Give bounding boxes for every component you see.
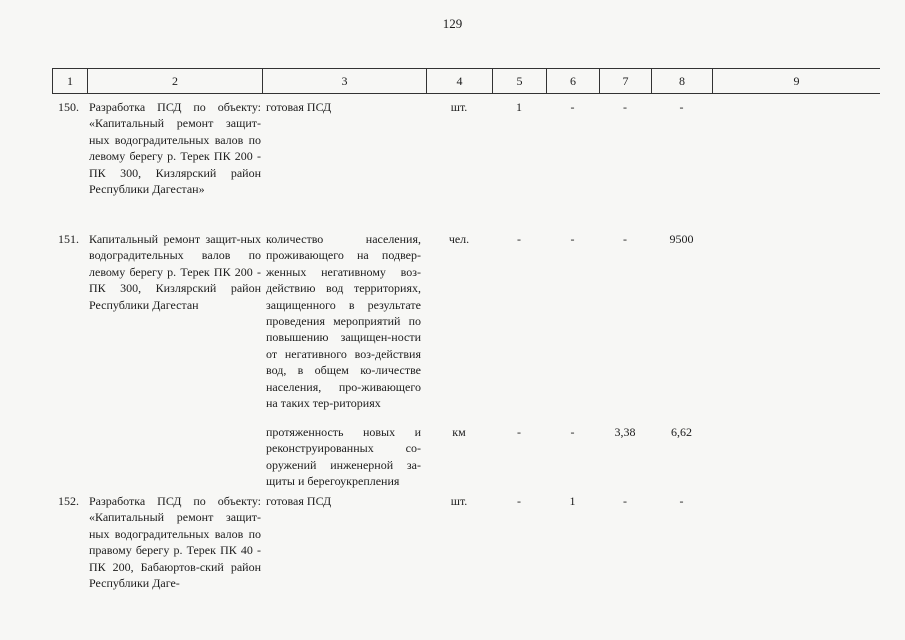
row-151-indicator: количество населения, проживающего на подвер-женных негативному воз-действию вод территориях, защищенного в результате проведения мероприятий по повышению защищен-ности от негативного воз-действия вод, в общем ко-личестве населения, про-живающего на таких тер-риториях [266,232,421,411]
header-col-5: 5 [492,69,546,94]
row-152-number: 152. [58,494,79,508]
header-col-6: 6 [546,69,599,94]
table-header [52,68,880,94]
row-152-indicator: готовая ПСД [266,494,332,508]
row-152-col5: - [517,494,521,508]
row-150-col8: - [679,100,684,114]
row-151-col7: - [623,232,627,246]
row-151b-col7: 3,38 [614,425,636,439]
row-150-indicator: готовая ПСД [266,100,332,114]
row-151b-col5: - [517,425,521,439]
page-number: 129 [442,16,463,31]
row-150-number: 150. [58,100,79,114]
header-col-9: 9 [712,69,880,94]
row-150-col5: 1 [516,100,522,114]
header-col-8: 8 [651,69,712,94]
row-151b-unit: км [452,425,466,439]
row-151b-col6: - [570,425,575,439]
row-150-description: Разработка ПСД по объекту: «Капитальный ремонт защит-ных водоградительных валов по левому берегу р. Терек ПК 200 - ПК 300, Кизлярский район Республики Дагестан» [89,100,261,197]
row-152-col8: - [679,494,684,508]
row-151-number: 151. [58,232,79,246]
row-151b-col8: 6,62 [671,425,692,439]
row-150-col7: - [623,100,627,114]
row-152-col7: - [623,494,627,508]
row-152-description: Разработка ПСД по объекту: «Капитальный ремонт защит-ных водоградительных валов по правому берегу р. Терек ПК 40 - ПК 200, Бабаюртов-ский район Республики Даге- [89,494,261,591]
header-col-1: 1 [52,69,87,94]
header-col-4: 4 [426,69,492,94]
row-151-col5: - [517,232,521,246]
row-151b-indicator: протяженность новых и реконструированных со-оружений инженерной за-щиты и берегоукрепления [266,425,421,489]
header-col-3: 3 [262,69,426,94]
row-151-description: Капитальный ремонт защит-ных водоградительных валов по левому берегу р. Терек ПК 200 - ПК 300, Кизлярский район Республики Дагестан [89,232,261,312]
row-152-col6: 1 [569,494,576,508]
row-150-col6: - [570,100,575,114]
header-col-7: 7 [599,69,651,94]
row-151-col8: 9500 [669,232,694,246]
row-150-unit: шт. [450,100,468,114]
row-151-col6: - [570,232,575,246]
row-151-unit: чел. [448,232,470,246]
header-col-2: 2 [87,69,262,94]
row-152-unit: шт. [450,494,468,508]
